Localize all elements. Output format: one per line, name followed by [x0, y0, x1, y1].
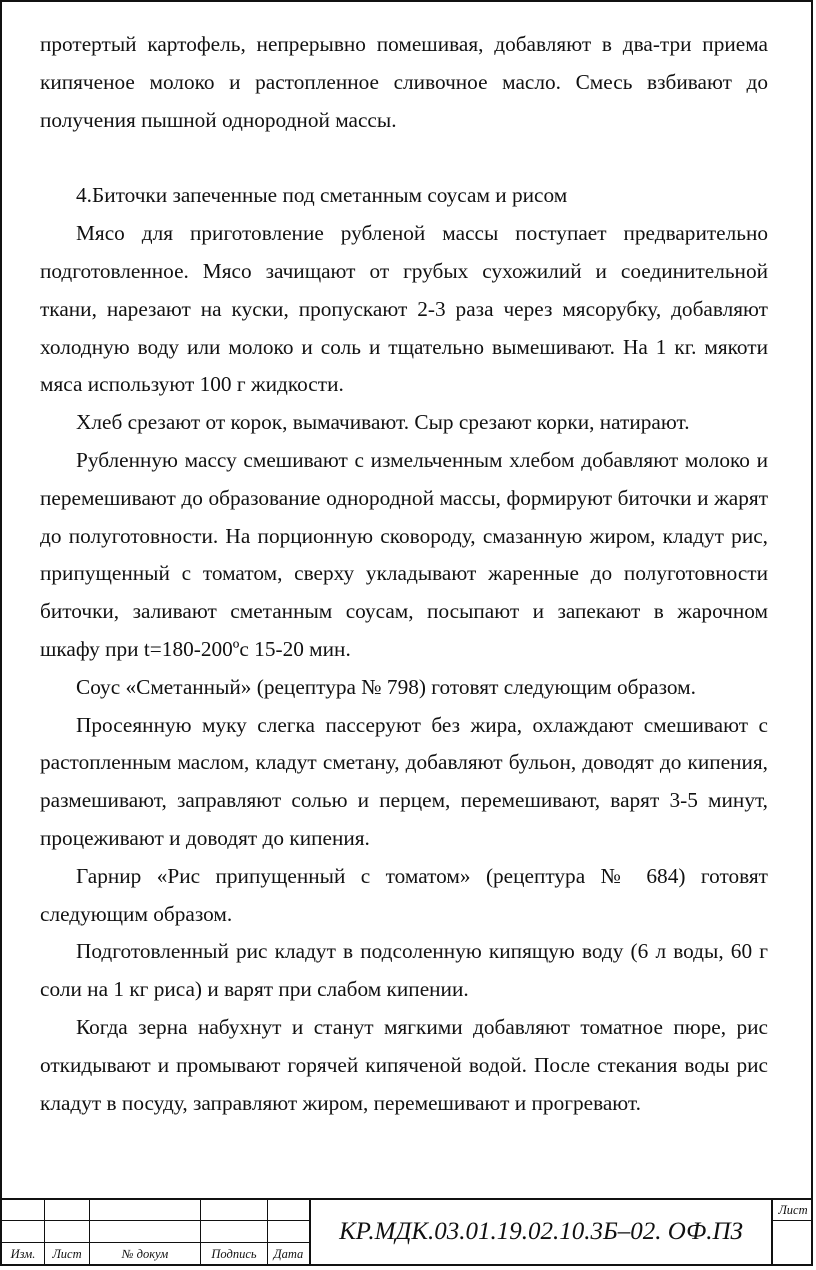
paragraph: протертый картофель, непрерывно помешивая, добавляют в два-три приема кипяченое молоко и растопленное сливочное масло. Смесь взбивают до получения пышной однородной массы. — [40, 32, 768, 132]
izm-label: Изм. — [10, 1247, 36, 1261]
paragraph: Когда зерна набухнут и станут мягкими добавляют томатное пюре, рис откидывают и промывают горячей кипяченой водой. После стекания воды рис кладут в посуду, заправляют жиром, перемешивают и прогревают. — [40, 1014, 768, 1115]
paragraph: Хлеб срезают от корок, вымачивают. Сыр срезают корки, натирают. — [76, 410, 690, 435]
paragraph: Рубленную массу смешивают с измельченным хлебом добавляют молоко и перемешивают до образование однородной массы, формируют биточки и жарят до полуготовности. На порционную сковороду, смазанную жиром, кладут рис, припущенный с томатом, сверху укладывают жаренные до полуготовности биточки, заливают сметанным соусам, посыпают и запекают в жарочном шкафу при t=180-200ºс 15-20 мин. — [40, 447, 768, 661]
doc-number-label: № докум — [121, 1247, 169, 1261]
paragraph: Гарнир «Рис припущенный с томатом» (рецептура № 684) готовят следующим образом. — [40, 863, 768, 926]
document-body — [40, 26, 768, 1122]
signature-label: Подпись — [211, 1247, 257, 1261]
title-block-row-line — [0, 1220, 310, 1221]
sheet-label: Лист — [778, 1203, 808, 1217]
document-code: КР.МДК.03.01.19.02.10.3Б–02. ОФ.ПЗ — [339, 1218, 743, 1245]
paragraph: Просеянную муку слегка пассеруют без жира, охлаждают смешивают с растопленным маслом, кладут сметану, добавляют бульон, доводят до кипения, размешивают, заправляют солью и перцем, перемешивают, варят 3-5 минут, процеживают и доводят до кипения. — [40, 712, 768, 850]
date-label: Дата — [273, 1247, 304, 1261]
paragraph: Подготовленный рис кладут в подсоленную кипящую воду (6 л воды, 60 г соли на 1 кг риса) и варят при слабом кипении. — [40, 939, 768, 1002]
sheet-cell-divider — [772, 1220, 813, 1221]
title-block-row-line — [0, 1242, 310, 1243]
section-heading: 4.Биточки запеченные под сметанным соусам и рисом — [76, 183, 568, 208]
list-label: Лист — [52, 1247, 82, 1261]
paragraph: Мясо для приготовление рубленой массы поступает предварительно подготовленное. Мясо зачищают от грубых сухожилий и соединительной ткани, нарезают на куски, пропускают 2-3 раза через мясорубку, добавляют холодную воду или молоко и соль и тщательно вымешивают. На 1 кг. мякоти мяса используют 100 г жидкости. — [40, 221, 768, 397]
paragraph: Соус «Сметанный» (рецептура № 798) готовят следующим образом. — [76, 674, 696, 699]
paragraph-gap — [40, 139, 768, 177]
